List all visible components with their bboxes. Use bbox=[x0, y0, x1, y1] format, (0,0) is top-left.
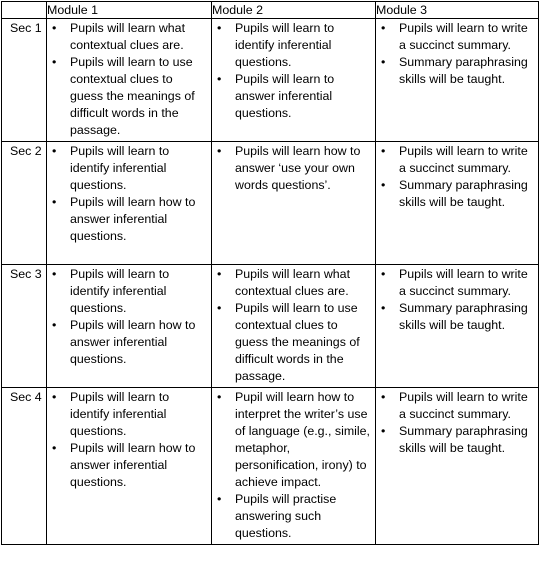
list-item: • Pupils will learn how to answer inferential questions. bbox=[47, 194, 209, 245]
list-item: • Pupils will learn how to answer inferential questions. bbox=[47, 317, 209, 368]
header-module-3: Module 3 bbox=[376, 2, 539, 19]
cell-module-3 bbox=[376, 142, 539, 265]
list-item: • Pupils will learn to identify inferential questions. bbox=[47, 389, 209, 440]
list-item: • Pupils will learn to identify inferential questions. bbox=[212, 20, 373, 71]
list-item: • Pupils will learn how to answer ‘use your own words questions’. bbox=[212, 143, 373, 194]
list-item: • Pupils will learn to write a succinct summary. bbox=[376, 143, 536, 177]
list-item: • Summary paraphrasing skills will be taught. bbox=[376, 300, 536, 334]
list-item: • Pupils will learn to identify inferential questions. bbox=[47, 143, 209, 194]
cell-module-2 bbox=[212, 388, 376, 545]
table-row-sec-1 bbox=[2, 19, 539, 142]
cell-module-3 bbox=[376, 19, 539, 142]
list-item: • Pupils will learn what contextual clues are. bbox=[212, 266, 373, 300]
list-item: • Pupils will learn to write a succinct summary. bbox=[376, 20, 536, 54]
header-module-2: Module 2 bbox=[212, 2, 376, 19]
table-row-sec-2 bbox=[2, 142, 539, 265]
header-cell-corner bbox=[2, 2, 47, 19]
cell-module-1 bbox=[47, 265, 212, 388]
list-item: • Summary paraphrasing skills will be taught. bbox=[376, 177, 536, 211]
table-row-sec-3 bbox=[2, 265, 539, 388]
row-label: Sec 2 bbox=[2, 142, 47, 265]
list-item: • Pupils will learn what contextual clues are. bbox=[47, 20, 209, 54]
cell-module-2 bbox=[212, 19, 376, 142]
list-item: • Pupils will learn to use contextual clues to guess the meanings of difficult words in the passage. bbox=[47, 54, 209, 139]
cell-module-1 bbox=[47, 388, 212, 545]
cell-module-1 bbox=[47, 142, 212, 265]
list-item: • Summary paraphrasing skills will be taught. bbox=[376, 54, 536, 88]
cell-module-3 bbox=[376, 265, 539, 388]
header-module-1: Module 1 bbox=[47, 2, 212, 19]
cell-module-2 bbox=[212, 142, 376, 265]
cell-module-2 bbox=[212, 265, 376, 388]
list-item: • Summary paraphrasing skills will be taught. bbox=[376, 423, 536, 457]
row-label: Sec 1 bbox=[2, 19, 47, 142]
list-item: • Pupils will learn to identify inferential questions. bbox=[47, 266, 209, 317]
header-row bbox=[2, 2, 539, 19]
list-item: • Pupil will learn how to interpret the writer’s use of language (e.g., simile, metaphor, personification, irony) to achieve impact. bbox=[212, 389, 373, 491]
row-label: Sec 4 bbox=[2, 388, 47, 545]
curriculum-table bbox=[1, 1, 539, 545]
cell-module-3 bbox=[376, 388, 539, 545]
list-item: • Pupils will learn to write a succinct summary. bbox=[376, 266, 536, 300]
row-label: Sec 3 bbox=[2, 265, 47, 388]
list-item: • Pupils will learn how to answer inferential questions. bbox=[47, 440, 209, 491]
list-item: • Pupils will learn to answer inferential questions. bbox=[212, 71, 373, 122]
cell-module-1 bbox=[47, 19, 212, 142]
list-item: • Pupils will learn to use contextual clues to guess the meanings of difficult words in the passage. bbox=[212, 300, 373, 385]
table-row-sec-4 bbox=[2, 388, 539, 545]
list-item: • Pupils will learn to write a succinct summary. bbox=[376, 389, 536, 423]
list-item: • Pupils will practise answering such questions. bbox=[212, 491, 373, 542]
